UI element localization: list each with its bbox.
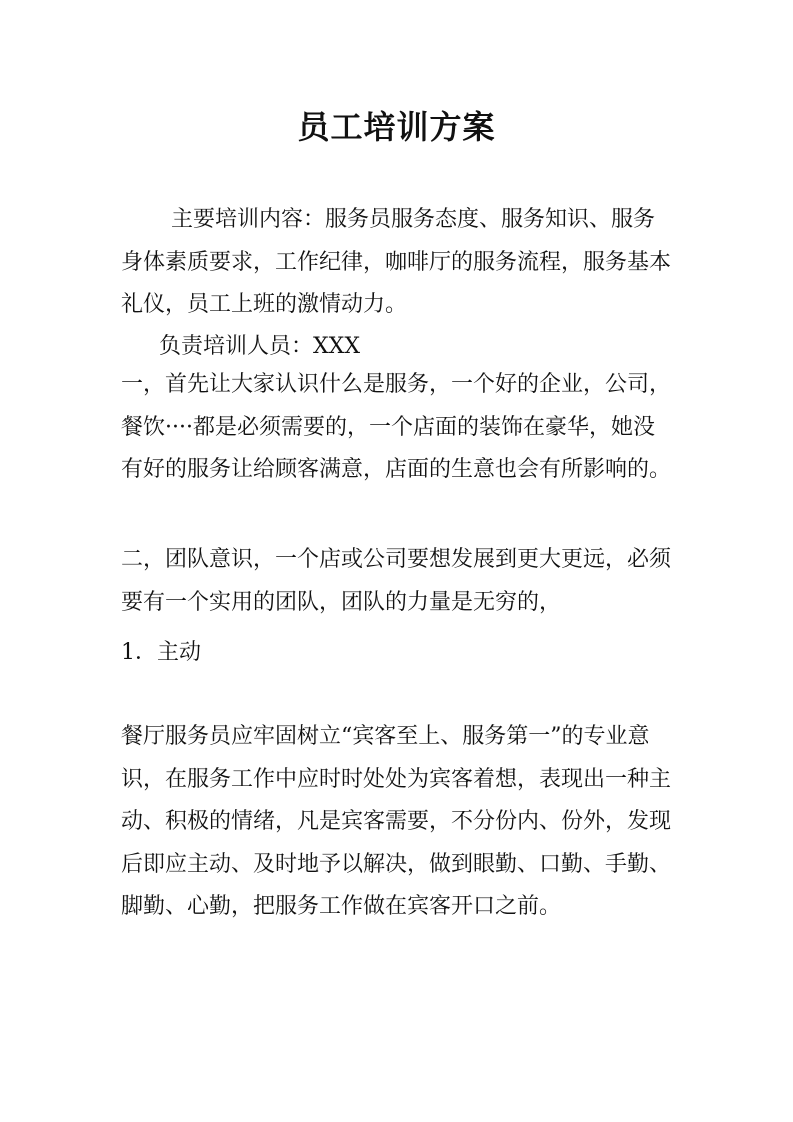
section-two-paragraph: 二，团队意识，一个店或公司要想发展到更大更远，必须要有一个实用的团队，团队的力量是无穷的， xyxy=(121,547,672,615)
training-content-paragraph: 主要培训内容：服务员服务态度、服务知识、服务身体素质要求，工作纪律，咖啡厅的服务流程，服务基本礼仪，员工上班的激情动力。 xyxy=(121,207,672,317)
item-one-paragraph: 餐厅服务员应牢固树立“宾客至上、服务第一”的专业意识，在服务工作中应时时处处为宾客着想，表现出一种主动、积极的情绪，凡是宾客需要，不分份内、份外，发现后即应主动、及时地予以解决，做到眼勤、口勤、手勤、脚勤、心勤，把服务工作做在宾客开口之前。 xyxy=(121,724,672,919)
item-one-heading: 1．主动 xyxy=(121,640,201,665)
trainer-paragraph: 负责培训人员：XXX xyxy=(159,334,360,359)
section-one-paragraph: 一，首先让大家认识什么是服务，一个好的企业，公司，餐饮····都是必须需要的，一个店面的装饰在豪华，她没有好的服务让给顾客满意，店面的生意也会有所影响的。 xyxy=(121,372,672,482)
document-title: 员工培训方案 xyxy=(297,108,496,146)
